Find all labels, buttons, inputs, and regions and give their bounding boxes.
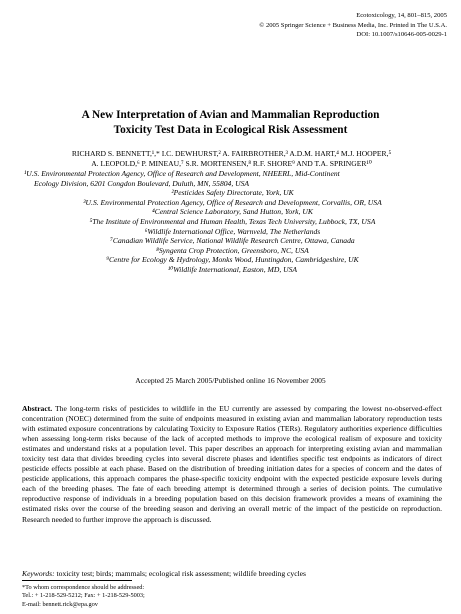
keywords-text: toxicity test; birds; mammals; ecological risk assessment; wildlife breeding cycles [56, 569, 307, 578]
abstract-label: Abstract. [22, 404, 53, 413]
affiliation-4: ⁴Central Science Laboratory, Sand Hutton, York, UK [152, 207, 313, 217]
abstract [22, 404, 442, 525]
authors-line-2: A. LEOPOLD,⁶ P. MINEAU,⁷ S.R. MORTENSEN,⁸ R.F. SHORE⁹ AND T.A. SPRINGER¹⁰ [91, 159, 372, 168]
doi-line: DOI: 10.1007/s10646-005-0029-1 [356, 31, 447, 38]
footnotes [22, 580, 222, 609]
contact-email: E-mail: bennett.rick@epa.gov [22, 600, 98, 608]
affiliation-3: ³U.S. Environmental Protection Agency, Office of Research and Development, Corvallis, OR, USA [83, 197, 382, 207]
title-line-2: Toxicity Test Data in Ecological Risk Assessment [113, 123, 348, 136]
correspondence-note: *To whom correspondence should be addressed: [22, 584, 145, 591]
keywords [22, 569, 442, 578]
affiliation-8: ⁸Syngenta Crop Protection, Greensboro, NC, USA [156, 245, 309, 255]
title-line-1: A New Interpretation of Avian and Mammalian Reproduction [81, 109, 380, 121]
abstract-text: The long-term risks of pesticides to wildlife in the EU currently are assessed by comparing the lowest no-observed-effect concentration (NOEC) determined from the suite of endpoints measured in existing avian and mammalian laboratory reproduction tests with estimated exposure concentrations by calculating Toxicity to Exposure Ratios (TERs). Regulatory authorities experience difficulties when assessing long-term risks because of the lack of accepted methods to improve the ecological realism of exposure and toxicity estimates and understand risks at a population level. This paper describes an approach for interpreting existing avian and mammalian toxicity test data that divides breeding cycles into several discrete phases and identifies specific test endpoints as indicators of direct pesticide effects possible at each phase. Based on the distribution of breeding initiation dates for a species of concern and the dates of pesticide applications, this approach compares the phase-specific toxicity endpoint with the expected pesticide exposure levels during each of the breeding phases. The fate of each breeding attempt is determined through a series of decision points. The cumulative reproductive response of individuals in a breeding population based on this decision framework provides a means of examining the estimated risks over the course of the breeding season and deriving an overall metric of the impact of the pesticide on reproduction. Research needed to further improve the approach is discussed. [22, 404, 442, 524]
affiliation-1: ¹U.S. Environmental Protection Agency, Office of Research and Development, NHEERL, Mid-Continent [24, 169, 340, 178]
authors-line-1: RICHARD S. BENNETT,¹,* I.C. DEWHURST,² A. FAIRBROTHER,³ A.D.M. HART,⁴ M.J. HOOPER,⁵ [71, 149, 392, 158]
affiliation-7: ⁷Canadian Wildlife Service, National Wildlife Research Centre, Ottawa, Canada [110, 236, 355, 246]
affiliation-6: ⁶Wildlife International Office, Warnveld, The Netherlands [144, 226, 321, 236]
affiliation-10: ¹⁰Wildlife International, Easton, MD, USA [167, 264, 298, 274]
contact-phone-fax: Tel.: + 1-218-529-5212; Fax: + 1-218-529-5003; [22, 592, 145, 600]
publication-dates: Accepted 25 March 2005/Published online 16 November 2005 [135, 376, 326, 385]
journal-header [147, 11, 447, 40]
journal-citation: Ecotoxicology, 14, 801–815, 2005 [356, 12, 447, 19]
keywords-label: Keywords: [22, 569, 55, 578]
affiliations [24, 169, 441, 275]
affiliation-1-cont: Ecology Division, 6201 Congdon Boulevard, Duluth, MN, 55804, USA [34, 178, 250, 188]
author-list [22, 149, 441, 169]
affiliation-2: ²Pesticides Safety Directorate, York, UK [171, 188, 294, 198]
article-title [30, 108, 431, 137]
footnote-rule [22, 580, 132, 581]
copyright-line: © 2005 Springer Science + Business Media, Inc. Printed in The U.S.A. [259, 21, 447, 29]
affiliation-5: ⁵The Institute of Environmental and Human Health, Texas Tech University, Lubbock, TX, USA [89, 216, 376, 226]
affiliation-9: ⁹Centre for Ecology & Hydrology, Monks Wood, Huntingdon, Cambridgeshire, UK [106, 255, 359, 265]
